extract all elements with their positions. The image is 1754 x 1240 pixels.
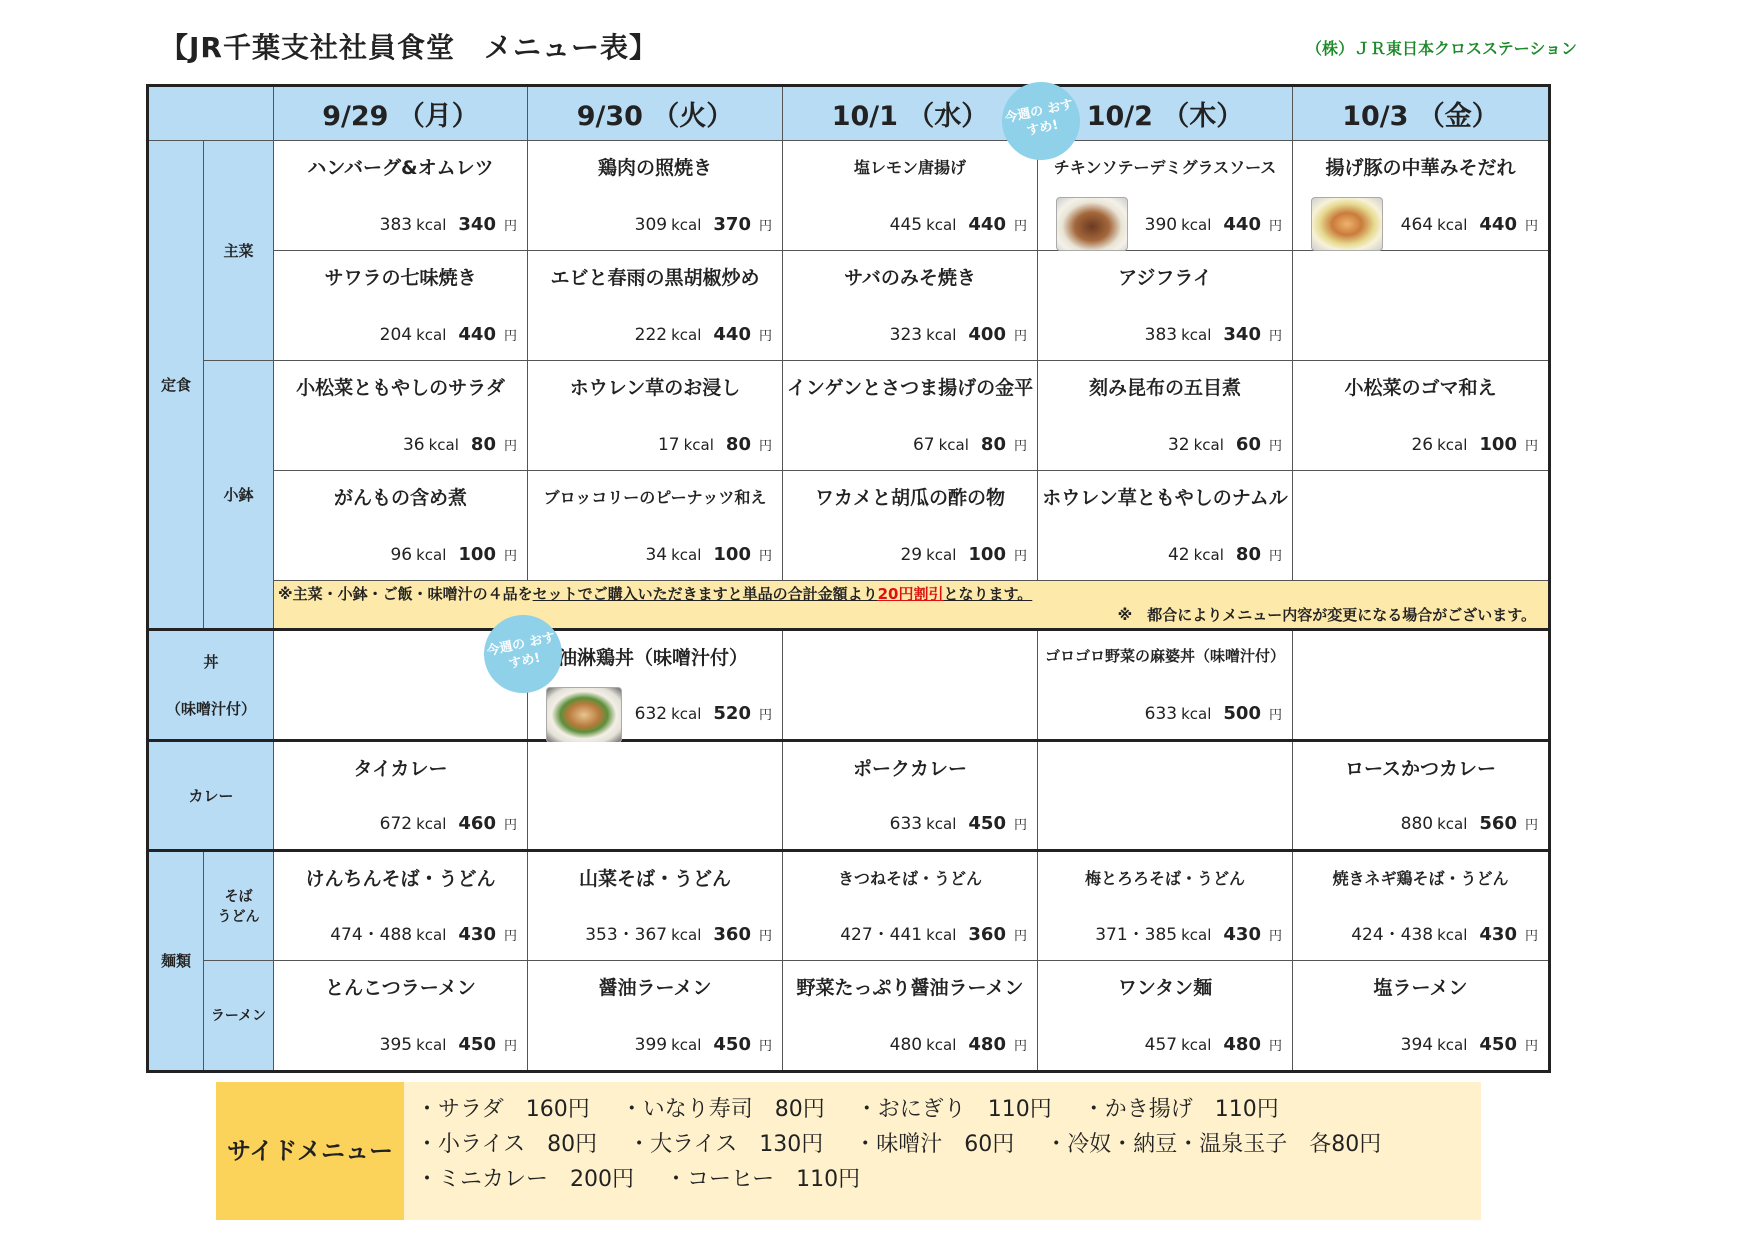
menu-cell bbox=[528, 960, 783, 1071]
item-price: 480 kcal 480 円 bbox=[889, 1034, 1027, 1055]
item-price: 445 kcal 440 円 bbox=[889, 213, 1027, 235]
menu-cell-empty bbox=[1293, 630, 1550, 740]
item-price: 353・367 kcal 360 円 bbox=[585, 923, 772, 945]
page-title: 【JR千葉支社社員食堂 メニュー表】 bbox=[160, 31, 658, 64]
item-price: 34 kcal 100 円 bbox=[645, 543, 772, 565]
item-name: アジフライ bbox=[1118, 266, 1212, 289]
menu-cell bbox=[528, 850, 783, 960]
menu-cell bbox=[1293, 960, 1550, 1071]
menu-cell bbox=[274, 250, 528, 360]
side-item: ・大ライス 130円 bbox=[628, 1132, 824, 1157]
item-price: 309 kcal 370 円 bbox=[634, 213, 772, 235]
item-name: けんちんそば・うどん bbox=[305, 867, 496, 890]
subcategory-soba-udon: そば うどん bbox=[204, 850, 274, 960]
change-notice: ※ 都合によりメニュー内容が変更になる場合がございます。 bbox=[1117, 606, 1536, 625]
item-price: 457 kcal 480 円 bbox=[1144, 1034, 1282, 1055]
menu-cell-empty bbox=[1038, 740, 1293, 850]
item-price: 323 kcal 400 円 bbox=[889, 323, 1027, 345]
menu-cell bbox=[1038, 250, 1293, 360]
menu-cell bbox=[528, 470, 783, 580]
item-price: 633 kcal 450 円 bbox=[889, 812, 1027, 834]
item-name: 小松菜ともやしのサラダ bbox=[296, 376, 505, 399]
category-men: 麺類 bbox=[148, 850, 204, 1071]
item-name: ゴロゴロ野菜の麻婆丼（味噌汁付） bbox=[1044, 647, 1285, 666]
item-name: ハンバーグ&オムレツ bbox=[307, 156, 494, 179]
item-name: 小松菜のゴマ和え bbox=[1344, 376, 1497, 399]
side-item: ・いなり寿司 80円 bbox=[620, 1097, 825, 1122]
item-name: ワカメと胡瓜の酢の物 bbox=[814, 486, 1005, 509]
side-item: ・かき揚げ 110円 bbox=[1082, 1097, 1279, 1122]
item-price: 32 kcal 60 円 bbox=[1167, 433, 1282, 455]
day-header-mon: 9/29 （月） bbox=[274, 86, 528, 141]
item-name: ホウレン草ともやしのナムル bbox=[1042, 486, 1288, 509]
menu-cell bbox=[1293, 740, 1550, 850]
item-name: 焼きネギ鶏そば・うどん bbox=[1332, 868, 1509, 888]
menu-cell-empty bbox=[1293, 250, 1550, 360]
side-item: ・冷奴・納豆・温泉玉子 各80円 bbox=[1045, 1132, 1382, 1157]
menu-cell bbox=[274, 960, 528, 1071]
subcategory-ramen: ラーメン bbox=[204, 960, 274, 1071]
menu-cell bbox=[1038, 850, 1293, 960]
subcategory-shusai: 主菜 bbox=[204, 140, 274, 360]
set-discount-notice: ※主菜・小鉢・ご飯・味噌汁の４品をセットでご購入いただきますと単品の合計金額より20円割引となります。 ※ 都合によりメニュー内容が変更になる場合がございます。 bbox=[274, 580, 1550, 630]
item-name: インゲンとさつま揚げの金平 bbox=[786, 376, 1034, 399]
menu-cell bbox=[783, 850, 1038, 960]
item-name: ブロッコリーのピーナッツ和え bbox=[543, 487, 767, 507]
food-photo bbox=[1056, 197, 1128, 251]
menu-cell bbox=[1038, 140, 1293, 250]
item-price: 427・441 kcal 360 円 bbox=[840, 923, 1027, 945]
menu-cell bbox=[783, 360, 1038, 470]
menu-cell bbox=[528, 140, 783, 250]
item-name: 梅とろろそば・うどん bbox=[1084, 868, 1245, 888]
item-name: チキンソテーデミグラスソース bbox=[1053, 157, 1277, 177]
item-name: 鶏肉の照焼き bbox=[597, 156, 712, 179]
item-price: 394 kcal 450 円 bbox=[1400, 1034, 1538, 1055]
side-item: ・コーヒー 110円 bbox=[665, 1167, 861, 1192]
day-header-fri: 10/3 （金） bbox=[1293, 86, 1550, 141]
item-price: 383 kcal 340 円 bbox=[379, 213, 517, 235]
item-name: 揚げ豚の中華みそだれ bbox=[1325, 156, 1516, 179]
side-item: ・小ライス 80円 bbox=[416, 1132, 598, 1157]
item-name: タイカレー bbox=[353, 757, 448, 780]
menu-cell bbox=[1038, 470, 1293, 580]
item-price: 96 kcal 100 円 bbox=[390, 543, 517, 565]
item-price: 371・385 kcal 430 円 bbox=[1095, 923, 1282, 945]
header-corner bbox=[148, 86, 274, 141]
item-price: 42 kcal 80 円 bbox=[1167, 543, 1282, 565]
item-price: 880 kcal 560 円 bbox=[1400, 812, 1538, 834]
category-don: 丼 （味噌汁付） bbox=[148, 630, 274, 740]
item-name: 刻み昆布の五目煮 bbox=[1088, 376, 1241, 399]
item-price: 390 kcal 440 円 bbox=[1144, 213, 1282, 235]
subcategory-kobachi: 小鉢 bbox=[204, 360, 274, 630]
menu-table bbox=[146, 84, 1551, 1073]
menu-cell bbox=[783, 250, 1038, 360]
item-price: 672 kcal 460 円 bbox=[379, 812, 517, 834]
item-name: 油淋鶏丼（味噌汁付） bbox=[558, 647, 749, 670]
side-item: ・おにぎり 110円 bbox=[855, 1097, 1052, 1122]
item-price: 67 kcal 80 円 bbox=[912, 433, 1027, 455]
item-price: 633 kcal 500 円 bbox=[1144, 702, 1282, 724]
menu-cell bbox=[1038, 630, 1293, 740]
side-item: ・サラダ 160円 bbox=[416, 1097, 590, 1122]
item-name: ロースかつカレー bbox=[1344, 757, 1497, 780]
recommend-badge: 今週の おすすめ! bbox=[481, 612, 564, 695]
item-price: 36 kcal 80 円 bbox=[402, 433, 517, 455]
item-name: 塩レモン唐揚げ bbox=[853, 157, 966, 177]
menu-cell bbox=[528, 250, 783, 360]
menu-cell bbox=[274, 740, 528, 850]
item-price: 383 kcal 340 円 bbox=[1144, 323, 1282, 345]
category-teishoku: 定食 bbox=[148, 140, 204, 630]
item-price: 399 kcal 450 円 bbox=[634, 1034, 772, 1055]
item-name: サワラの七味焼き bbox=[324, 266, 477, 289]
item-price: 204 kcal 440 円 bbox=[379, 323, 517, 345]
item-price: 222 kcal 440 円 bbox=[634, 323, 772, 345]
day-header-tue: 9/30 （火） bbox=[528, 86, 783, 141]
item-name: サバのみそ焼き bbox=[844, 266, 976, 289]
side-item: ・味噌汁 60円 bbox=[854, 1132, 1015, 1157]
menu-cell-empty bbox=[783, 630, 1038, 740]
item-name: とんこつラーメン bbox=[325, 976, 476, 999]
menu-cell bbox=[783, 960, 1038, 1071]
item-price: 464 kcal 440 円 bbox=[1400, 213, 1538, 235]
side-menu-label: サイドメニュー bbox=[216, 1082, 404, 1220]
menu-cell bbox=[1293, 140, 1550, 250]
day-header-thu: 10/2 （木） bbox=[1038, 86, 1293, 141]
item-name: がんもの含め煮 bbox=[333, 486, 467, 509]
item-price: 395 kcal 450 円 bbox=[379, 1034, 517, 1055]
item-price: 474・488 kcal 430 円 bbox=[330, 923, 517, 945]
food-photo bbox=[546, 687, 622, 743]
menu-cell bbox=[274, 850, 528, 960]
item-name: エビと春雨の黒胡椒炒め bbox=[550, 266, 760, 289]
item-name: 野菜たっぷり醤油ラーメン bbox=[796, 976, 1024, 999]
category-curry: カレー bbox=[148, 740, 274, 850]
menu-cell bbox=[1038, 960, 1293, 1071]
item-price: 26 kcal 100 円 bbox=[1411, 433, 1538, 455]
food-photo bbox=[1311, 197, 1383, 251]
menu-cell bbox=[274, 470, 528, 580]
item-price: 29 kcal 100 円 bbox=[900, 543, 1027, 565]
menu-cell-empty bbox=[528, 740, 783, 850]
menu-cell bbox=[1293, 360, 1550, 470]
company-name: （株）ＪＲ東日本クロスステーション bbox=[1306, 39, 1578, 58]
menu-cell bbox=[783, 140, 1038, 250]
menu-cell bbox=[783, 470, 1038, 580]
menu-cell bbox=[274, 360, 528, 470]
item-price: 632 kcal 520 円 bbox=[634, 702, 772, 724]
item-name: ポークカレー bbox=[852, 757, 967, 780]
item-name: きつねそば・うどん bbox=[837, 868, 982, 888]
side-menu bbox=[216, 1082, 1481, 1220]
day-header-wed: 10/1 （水） bbox=[783, 86, 1038, 141]
item-name: 醤油ラーメン bbox=[598, 976, 712, 999]
menu-cell bbox=[528, 360, 783, 470]
menu-cell bbox=[1038, 360, 1293, 470]
item-name: ホウレン草のお浸し bbox=[569, 376, 741, 399]
item-name: 山菜そば・うどん bbox=[578, 867, 731, 890]
item-name: 塩ラーメン bbox=[1373, 976, 1468, 999]
side-item: ・ミニカレー 200円 bbox=[416, 1167, 634, 1192]
item-price: 17 kcal 80 円 bbox=[657, 433, 772, 455]
menu-cell bbox=[783, 740, 1038, 850]
menu-cell bbox=[528, 630, 783, 740]
item-price: 424・438 kcal 430 円 bbox=[1351, 923, 1538, 945]
menu-cell bbox=[274, 140, 528, 250]
recommend-badge: 今週の おすすめ! bbox=[999, 79, 1082, 162]
menu-cell-empty bbox=[1293, 470, 1550, 580]
item-name: ワンタン麺 bbox=[1117, 976, 1213, 999]
menu-cell bbox=[1293, 850, 1550, 960]
